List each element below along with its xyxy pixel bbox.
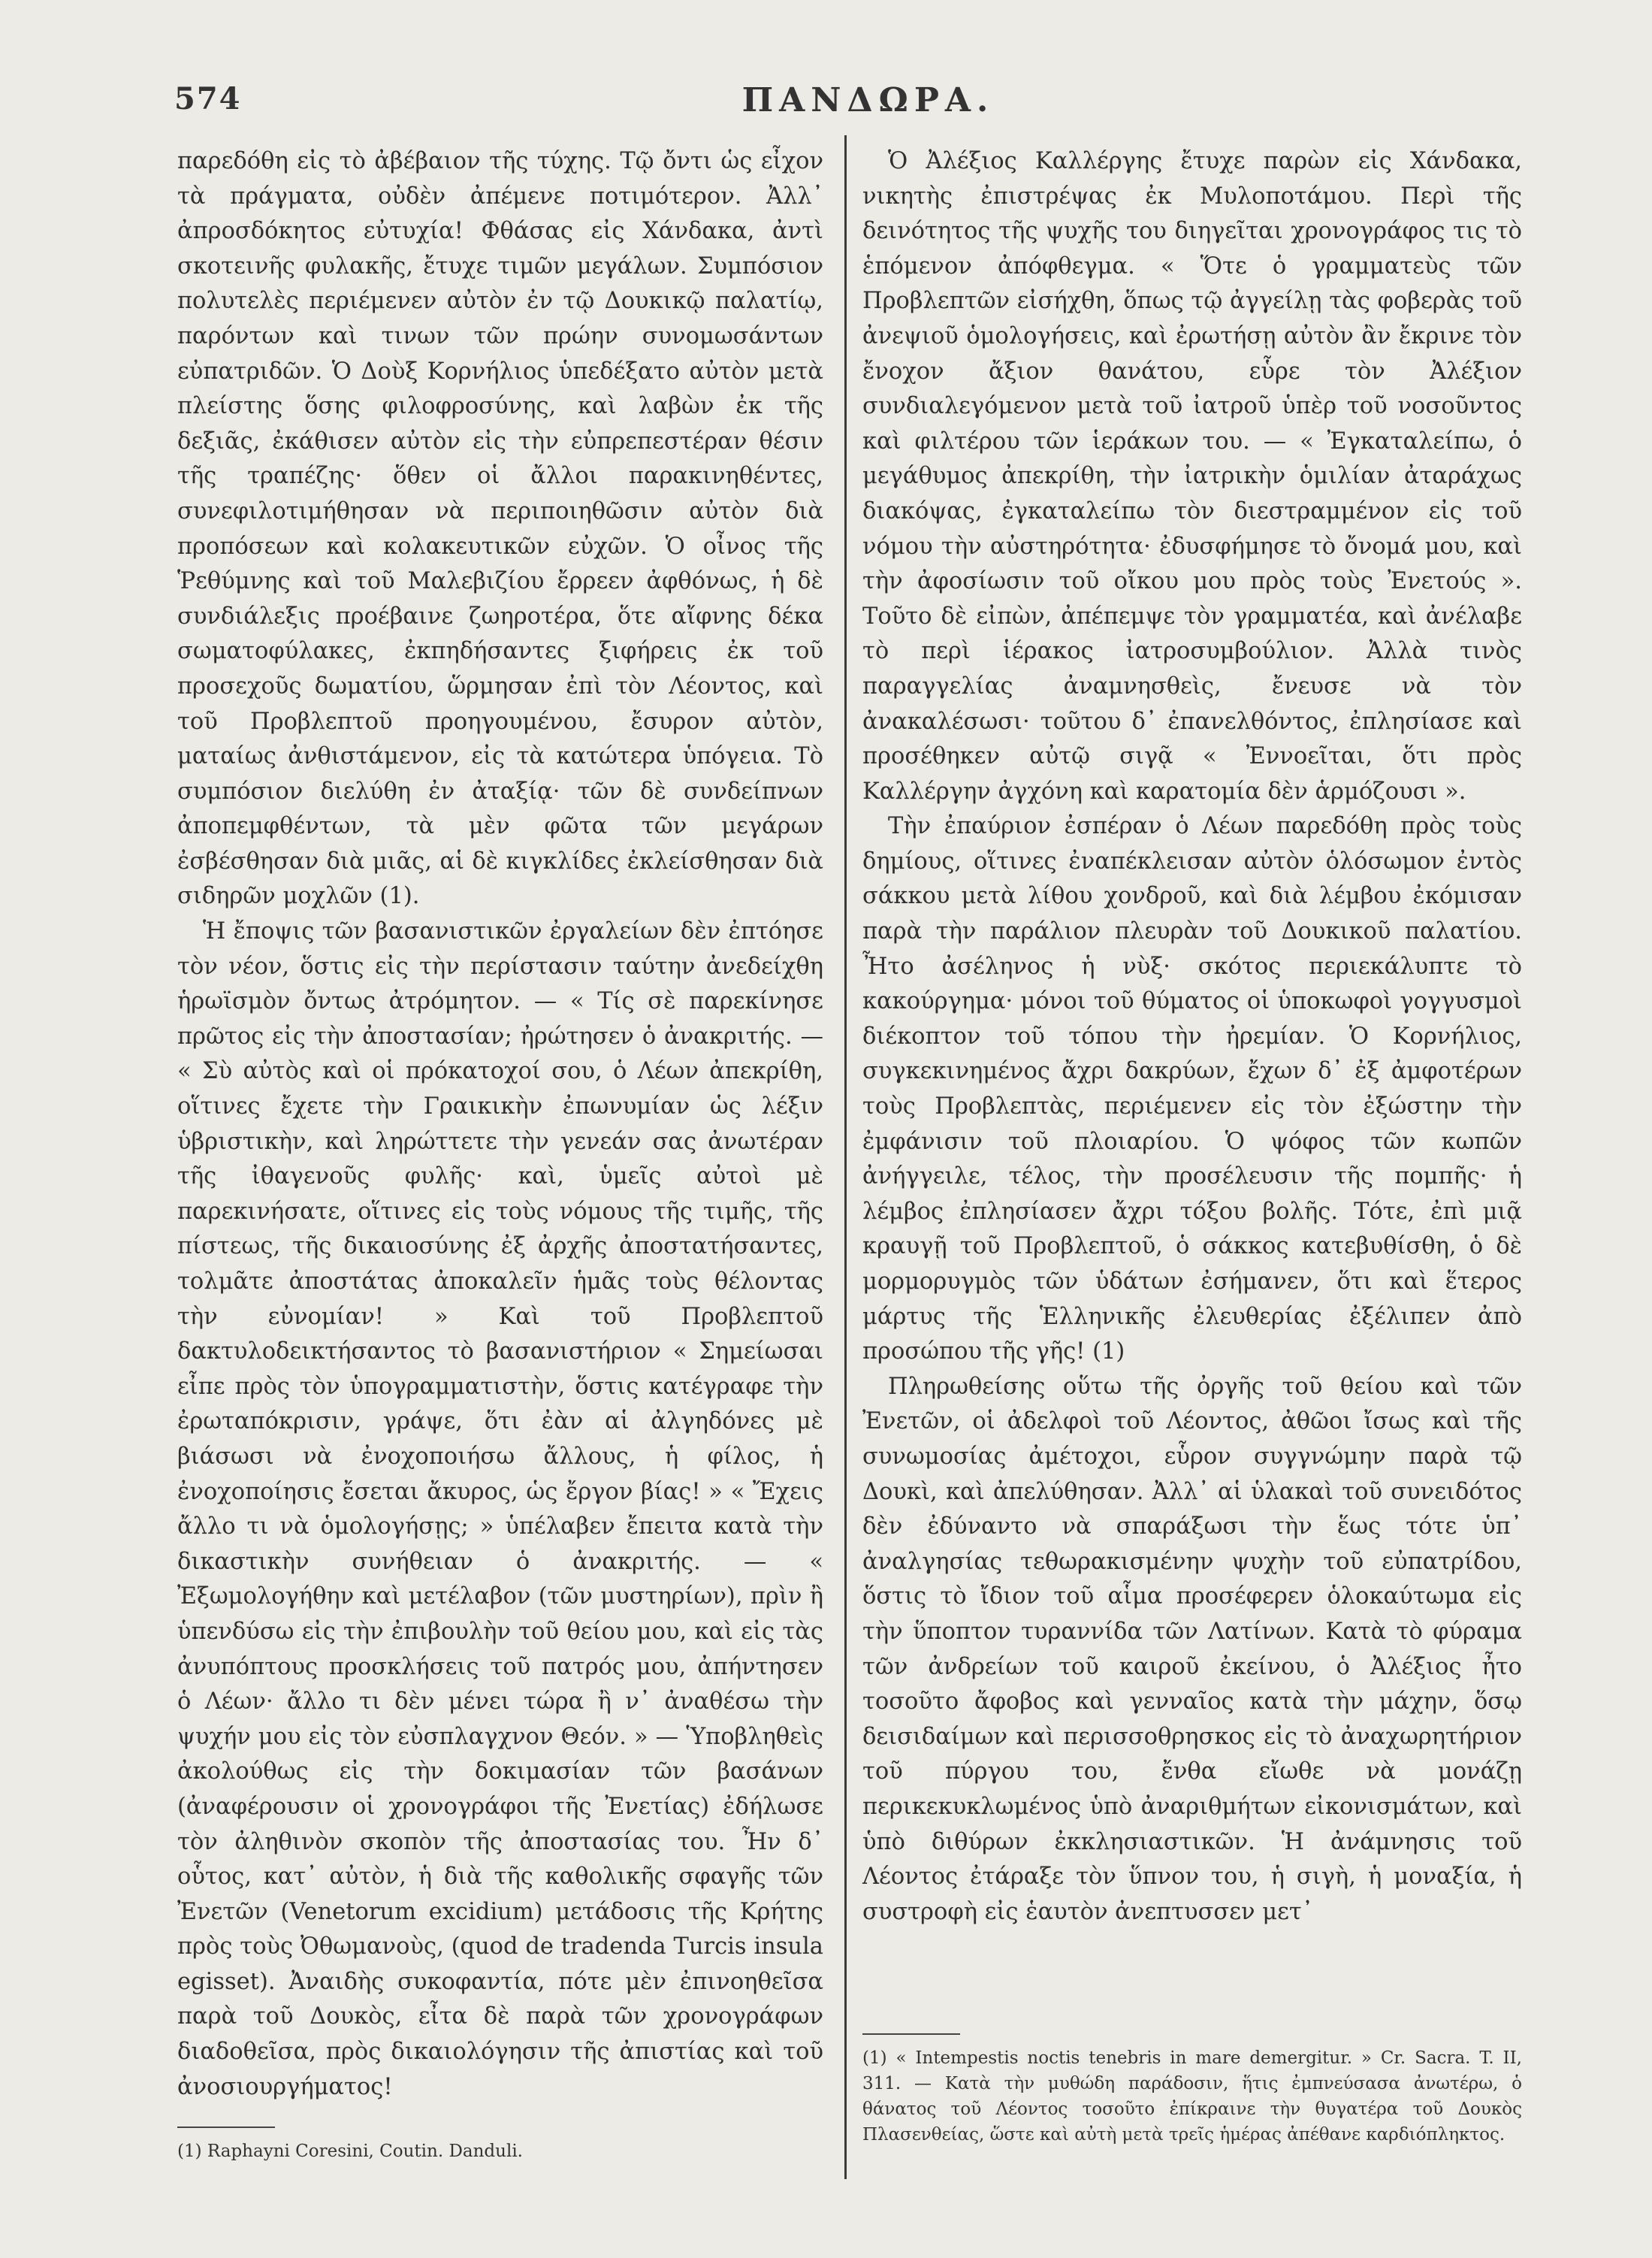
page-header (174, 81, 1562, 126)
left-paragraph-2: Ἡ ἔποψις τῶν βασανιστικῶν ἐργαλείων δὲν ἐπτόησε τὸν νέον, ὅστις εἰς τὴν περίστασιν ταύτην ἀνεδείχθη ἡρωϊσμὸν ὄντως ἀτρόμητον. — « Τίς σὲ παρεκίνησε πρῶτος εἰς τὴν ἀποστασίαν; ἠρώτησεν ὁ ἀνακριτής. — « Σὺ αὐτὸς καὶ οἱ πρόκατοχοί σου, ὁ Λέων ἀπεκρίθη, οἵτινες ἔχετε τὴν Γραικικὴν ἐπωνυμίαν ὡς λέξιν ὑβριστικὴν, καὶ ληρώττετε τὴν γενεάν σας ἀνωτέραν τῆς ἰθαγενοῦς φυλῆς· καὶ, ὑμεῖς αὐτοὶ μὲ παρεκινήσατε, οἵτινες εἰς τοὺς νόμους τῆς τιμῆς, τῆς πίστεως, τῆς δικαιοσύνης ἐξ ἀρχῆς ἀποστατήσαντες, τολμᾶτε ἀποστάτας ἀποκαλεῖν ἡμᾶς τοὺς θέλοντας τὴν εὐνομίαν! » Καὶ τοῦ Προβλεπτοῦ δακτυλοδεικτήσαντος τὸ βασανιστήριον « Σημείωσαι εἶπε πρὸς τὸν ὑπογραμματιστὴν, ὅστις κατέγραφε τὴν ἐρωταπόκρισιν, γράψε, ὅτι ἐὰν αἱ ἀλγηδόνες μὲ βιάσωσι νὰ ἐνοχοποιήσω ἄλλους, ἡ φίλος, ἡ ἐνοχοποίησις ἔσεται ἄκυρος, ὡς ἔργον βίας! » « Ἔχεις ἄλλο τι νὰ ὁμολογήσῃς; » ὑπέλαβεν ἔπειτα κατὰ τὴν δικαστικὴν συνήθειαν ὁ ἀνακριτής. — « Ἐξωμολογήθην καὶ μετέλαβον (τῶν μυστηρίων), πρὶν ἢ ὑπενδύσω εἰς τὴν ἐπιβουλὴν τοῦ θείου μου, καὶ εἰς τὰς ἀνυπόπτους προσκλήσεις τοῦ πατρός μου, ἀπήντησεν ὁ Λέων· ἄλλο τι δὲν μένει τώρα ἢ ν᾽ ἀναθέσω τὴν ψυχήν μου εἰς τὸν εὐσπλαγχνον Θεόν. » — Ὑποβληθεὶς ἀκολούθως εἰς τὴν δοκιμασίαν τῶν βασάνων (ἀναφέρουσιν οἱ χρονογράφοι τῆς Ἐνετίας) ἐδήλωσε τὸν ἀληθινὸν σκοπὸν τῆς ἀποστασίας του. Ἦν δ᾽ οὗτος, κατ᾽ αὐτὸν, ἡ διὰ τῆς καθολικῆς σφαγῆς τῶν Ἐνετῶν (Venetorum excidium) μετάδοσις τῆς Κρήτης πρὸς τοὺς Ὀθωμανοὺς, (quod de tradenda Turcis insula egisset). Ἀναιδὴς συκοφαντία, πότε μὲν ἐπινοηθεῖσα παρὰ τοῦ Δουκὸς, εἶτα δὲ παρὰ τῶν χρονογράφων διαδοθεῖσα, πρὸς δικαιολόγησιν τῆς ἀπιστίας καὶ τοῦ ἀνοσιουργήματος! (177, 918, 823, 2100)
right-column (862, 144, 1522, 1930)
footnote-rule-right (862, 2033, 960, 2035)
right-paragraph-3: Πληρωθείσης οὕτω τῆς ὀργῆς τοῦ θείου καὶ τῶν Ἐνετῶν, οἱ ἀδελφοὶ τοῦ Λέοντος, ἀθῶοι ἴσως καὶ τῆς συνωμοσίας ἀμέτοχοι, εὗρον συγγνώμην παρὰ τῷ Δουκὶ, καὶ ἀπελύθησαν. Ἀλλ᾽ αἱ ὑλακαὶ τοῦ συνειδότος δὲν ἐδύναντο νὰ σπαράξωσι τὴν ἕως τότε ὑπ᾽ ἀναλγησίας τεθωρακισμένην ψυχὴν τοῦ εὐπατρίδου, ὅστις τὸ ἴδιον τοῦ αἷμα προσέφερεν ὁλοκαύτωμα εἰς τὴν ὕποπτον τυραννίδα τῶν Λατίνων. Κατὰ τὸ φύραμα τῶν ἀνδρείων τοῦ καιροῦ ἐκείνου, ὁ Ἀλέξιος ἦτο τοσοῦτο ἄφοβος καὶ γενναῖος κατὰ τὴν μάχην, ὅσῳ δεισιδαίμων καὶ περισσοθρησκος εἰς τὸ ἀναχωρητήριον τοῦ πύργου του, ἔνθα εἴωθε νὰ μονάζῃ περικεκυκλωμένος ὑπὸ ἀναριθμήτων εἰκονισμάτων, καὶ ὑπὸ διθύρων ἐκκλησιαστικῶν. Ἡ ἀνάμνησις τοῦ Λέοντος ἐτάραξε τὸν ὕπνον του, ἡ σιγὴ, ἡ μοναξία, ἡ συστροφὴ εἰς ἑαυτὸν ἀνεπτυσσεν μετ᾽ (862, 1373, 1522, 1925)
column-divider (844, 135, 847, 2179)
right-paragraph-1: Ὁ Ἀλέξιος Καλλέργης ἔτυχε παρὼν εἰς Χάνδακα, νικητὴς ἐπιστρέψας ἐκ Μυλοποτάμου. Περὶ τῆς δεινότητος τῆς ψυχῆς του διηγεῖται χρονογράφος τις τὸ ἑπόμενον ἀπόφθεγμα. « Ὅτε ὁ γραμματεὺς τῶν Προβλεπτῶν εἰσήχθη, ὅπως τῷ ἀγγείλῃ τὰς φοβερὰς τοῦ ἀνεψιοῦ ὁμολογήσεις, καὶ ἐρωτήσῃ αὐτὸν ἂν ἔκρινε τὸν ἔνοχον ἄξιον θανάτου, εὗρε τὸν Ἀλέξιον συνδιαλεγόμενον μετὰ τοῦ ἰατροῦ ὑπὲρ τοῦ νοσοῦντος καὶ φιλτέρου τῶν ἱεράκων του. — « Ἐγκαταλείπω, ὁ μεγάθυμος ἀπεκρίθη, τὴν ἰατρικὴν ὁμιλίαν ἀταράχως διακόψας, ἐγκαταλείπω τὸν διεστραμμένον εἰς τοῦ νόμου τὴν αὐστηρότητα· ἐδυσφήμησε τὸ ὄνομά μου, καὶ τὴν ἀφοσίωσιν τοῦ οἴκου μου πρὸς τοὺς Ἐνετούς ». Τοῦτο δὲ εἰπὼν, ἀπέπεμψε τὸν γραμματέα, καὶ ἀνέλαβε τὸ περὶ ἱέρακος ἰατροσυμβούλιον. Ἀλλὰ τινὸς παραγγελίας ἀναμνησθεὶς, ἔνευσε νὰ τὸν ἀνακαλέσωσι· τοῦτου δ᾽ ἐπανελθόντος, ἐπλησίασε καὶ προσέθηκεν αὐτῷ σιγᾷ « Ἐννοεῖται, ὅτι πρὸς Καλλέργην ἀγχόνη καὶ καρατομία δὲν ἁρμόζουσι ». (862, 148, 1522, 805)
left-paragraph-1: παρεδόθη εἰς τὸ ἀβέβαιον τῆς τύχης. Τῷ ὄντι ὡς εἶχον τὰ πράγματα, οὐδὲν ἀπέμενε ποτιμότερον. Ἀλλ᾽ ἀπροσδόκητος εὐτυχία! Φθάσας εἰς Χάνδακα, ἀντὶ σκοτεινῆς φυλακῆς, ἔτυχε τιμῶν μεγάλων. Συμπόσιον πολυτελὲς περιέμενεν αὐτὸν ἐν τῷ Δουκικῷ παλατίῳ, παρόντων καὶ τινων τῶν πρώην συνομωσάντων εὐπατριδῶν. Ὁ Δοὺξ Κορνήλιος ὑπεδέξατο αὐτὸν μετὰ πλείστης ὅσης φιλοφροσύνης, καὶ λαβὼν ἐκ τῆς δεξιᾶς, ἐκάθισεν αὐτὸν εἰς τὴν εὐπρεπεστέραν θέσιν τῆς τραπέζης· ὅθεν οἱ ἄλλοι παρακινηθέντες, συνεφιλοτιμήθησαν νὰ περιποιηθῶσιν αὐτὸν διὰ προπόσεων καὶ κολακευτικῶν εὐχῶν. Ὁ οἶνος τῆς Ῥεθύμνης καὶ τοῦ Μαλεβιζίου ἔρρεεν ἀφθόνως, ἡ δὲ συνδιάλεξις προέβαινε ζωηροτέρα, ὅτε αἴφνης δέκα σωματοφύλακες, ἐκπηδήσαντες ξιφήρεις ἐκ τοῦ προσεχοῦς δωματίου, ὥρμησαν ἐπὶ τὸν Λέοντος, καὶ τοῦ Προβλεπτοῦ προηγουμένου, ἔσυρον αὐτὸν, ματαίως ἀνθιστάμενον, εἰς τὰ κατώτερα ὑπόγεια. Τὸ συμπόσιον διελύθη ἐν ἀταξίᾳ· τῶν δὲ συνδείπνων ἀποπεμφθέντων, τὰ μὲν φῶτα τῶν μεγάρων ἐσβέσθησαν διὰ μιᾶς, αἱ δὲ κιγκλίδες ἐκλείσθησαν διὰ σιδηρῶν μοχλῶν (1). (177, 148, 823, 910)
right-paragraph-2: Τὴν ἐπαύριον ἐσπέραν ὁ Λέων παρεδόθη πρὸς τοὺς δημίους, οἵτινες ἐναπέκλεισαν αὐτὸν ὁλόσωμον ἐντὸς σάκκου μετὰ λίθου χονδροῦ, καὶ διὰ λέμβου ἐκόμισαν παρὰ τὴν παράλιον πλευρὰν τοῦ Δουκικοῦ παλατίου. Ἦτο ἀσέληνος ἡ νὺξ· σκότος περιεκάλυπτε τὸ κακούργημα· μόνοι τοῦ θύματος οἱ ὑποκωφοὶ γογγυσμοὶ διέκοπτον τοῦ τόπου τὴν ἠρεμίαν. Ὁ Κορνήλιος, συγκεκινημένος ἄχρι δακρύων, ἔχων δ᾽ ἐξ ἀμφοτέρων τοὺς Προβλεπτὰς, περιέμενεν εἰς τὸν ἐξώστην τὴν ἐμφάνισιν τοῦ πλοιαρίου. Ὁ ψόφος τῶν κωπῶν ἀνήγγειλε, τέλος, τὴν προσέλευσιν τῆς πομπῆς· ἡ λέμβος ἐπλησίασεν ἄχρι τόξου βολῆς. Τότε, ἐπὶ μιᾷ κραυγῇ τοῦ Προβλεπτοῦ, ὁ σάκκος κατεβυθίσθη, ὁ δὲ μορμορυγμὸς τῶν ὑδάτων ἐσήμανεν, ὅτι καὶ ἕτερος μάρτυς τῆς Ἑλληνικῆς ἐλευθερίας ἐξέλιπεν ἀπὸ προσώπου τῆς γῆς! (1) (862, 813, 1522, 1365)
footnote-right: (1) « Intempestis noctis tenebris in mare demergitur. » Cr. Sacra. T. II, 311. — Κατὰ τὴν μυθώδη παράδοσιν, ἥτις ἐμπνεύσασα ἀνωτέρω, ὁ θάνατος τοῦ Λέοντος τοσοῦτο ἐπίκραινε τὴν θυγατέρα τοῦ Δουκὸς Πλασενθείας, ὥστε καὶ αὐτὴ μετὰ τρεῖς ἡμέρας ἀπέθανε καρδιόπληκτος. (862, 2048, 1522, 2145)
running-title: ΠΑΝΔΩΡΑ. (741, 81, 995, 119)
footnote-left: (1) Raphayni Coresini, Coutin. Danduli. (177, 2142, 523, 2161)
footnote-rule-left (177, 2127, 275, 2128)
left-column (177, 144, 823, 2105)
page-number: 574 (174, 81, 242, 116)
